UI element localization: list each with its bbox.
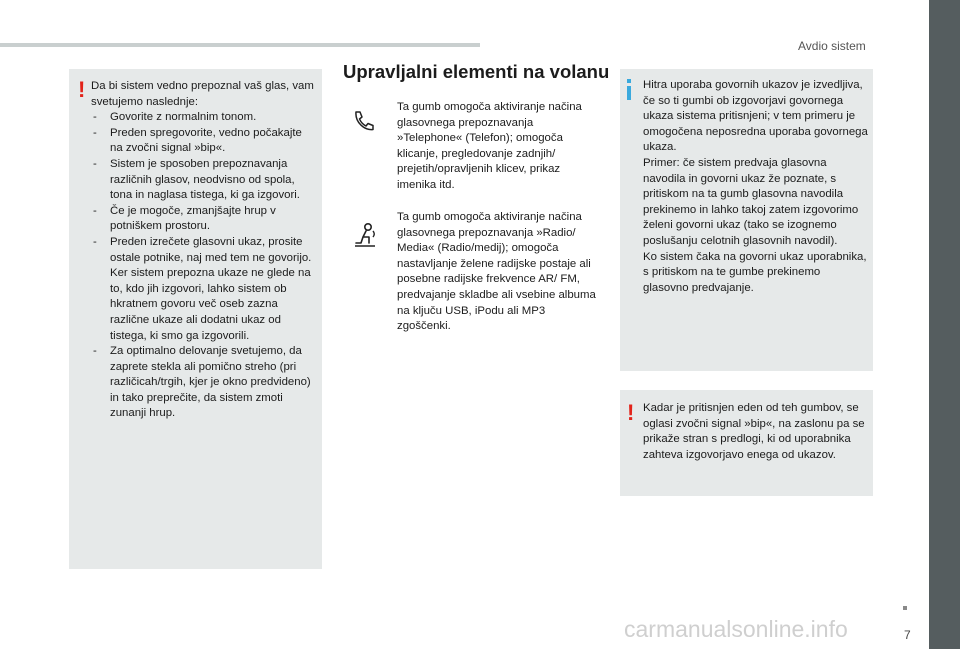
left-panel-text	[91, 79, 316, 422]
section-title: Upravljalni elementi na volanu	[343, 61, 610, 82]
list-item	[91, 235, 316, 344]
list-item	[91, 344, 316, 422]
page-marker	[903, 606, 907, 610]
list-item-text: Za optimalno delovanje svetujemo, da zaprete stekla ali pomično streho (pri različicah/trgih, kjer je okno predvideno) in tako preprečite, da sistem zmoti zunanji hrup.	[110, 345, 311, 420]
dash: -	[93, 235, 97, 248]
page-header-title: Avdio sistem	[798, 39, 866, 53]
list-item	[91, 110, 316, 126]
list-item-text: Preden spregovorite, vedno počakajte na zvočni signal »bip«.	[110, 126, 302, 155]
info-icon	[627, 86, 631, 100]
dash: -	[93, 111, 97, 124]
list-item-text: Če je mogoče, zmanjšajte hrup v potniškem prostoru.	[110, 204, 276, 233]
advice-list	[91, 110, 316, 422]
list-item	[91, 157, 316, 204]
dash: -	[93, 126, 97, 139]
list-item	[91, 126, 316, 157]
chapter-sidebar	[929, 0, 960, 649]
header-rule	[0, 43, 480, 47]
warning-icon: !	[627, 400, 635, 425]
phone-button-description: Ta gumb omogoča aktiviranje načina glasovnega prepoznavanja »Telephone« (Telefon); omogoča klicanje, pregledovanje zadnjih/ prejetih/opravljenih klicev, prikaz imenika itd.	[397, 101, 582, 191]
dash: -	[93, 204, 97, 217]
list-item	[91, 204, 316, 235]
watermark: carmanualsonline.info	[624, 616, 848, 642]
warning-icon: !	[78, 77, 86, 102]
phone-icon	[353, 110, 375, 132]
list-item-text: Preden izrečete glasovni ukaz, prosite ostale potnike, naj med tem ne govorijo. Ker sistem prepozna ukaze ne glede na to, kdo jih izgovori, lahko sistem ob hkratnem govoru več oseb zazna različne ukaze ali dodatni ukaz od tistega, ki smo ga izgovorili.	[110, 235, 312, 342]
info-icon-dot	[627, 79, 631, 83]
dash: -	[93, 345, 97, 358]
page-number: 7	[904, 628, 911, 642]
warning-panel-text: Kadar je pritisnjen eden od teh gumbov, se oglasi zvočni signal »bip«, na zaslonu pa se prikaže stran s predlogi, ki od uporabnika zahteva izgovorjavo enega od ukazov.	[643, 402, 865, 461]
info-panel-text: Hitra uporaba govornih ukazov je izvedljiva, če so ti gumbi ob izgovorjavi govornega ukaza sistema pritisnjeni; v tem primeru je omogočena neposredna uporaba govornega ukaza. Primer: če sistem predvaja glasovna navodila in govorni ukaz že poznate, s pritiskom na ta gumb glasovna navodila prekinemo in lahko takoj zatem izgovorimo želeni govorni ukaz (tako se izognemo poslušanju celotnih glasovnih navodil). Ko sistem čaka na govorni ukaz uporabnika, s pritiskom na te gumbe prekinemo glasovno predvajanje.	[643, 79, 868, 294]
left-panel-intro: Da bi sistem vedno prepoznal vaš glas, vam svetujemo naslednje:	[91, 80, 314, 108]
list-item-text: Govorite z normalnim tonom.	[110, 111, 257, 124]
dash: -	[93, 157, 97, 170]
voice-command-icon	[352, 222, 378, 250]
voice-button-description: Ta gumb omogoča aktiviranje načina glasovnega prepoznavanja »Radio/ Media« (Radio/medij); omogoča nastavljanje želene radijske postaje ali posebne radijske frekvence AR/ FM, predvajanje skladbe ali vsebine albuma na ključu USB, iPodu ali MP3 zgoščenki.	[397, 211, 596, 333]
list-item-text: Sistem je sposoben prepoznavanja različnih glasov, neodvisno od spola, tona in naglasa tistega, ki ga izgovori.	[110, 157, 300, 202]
